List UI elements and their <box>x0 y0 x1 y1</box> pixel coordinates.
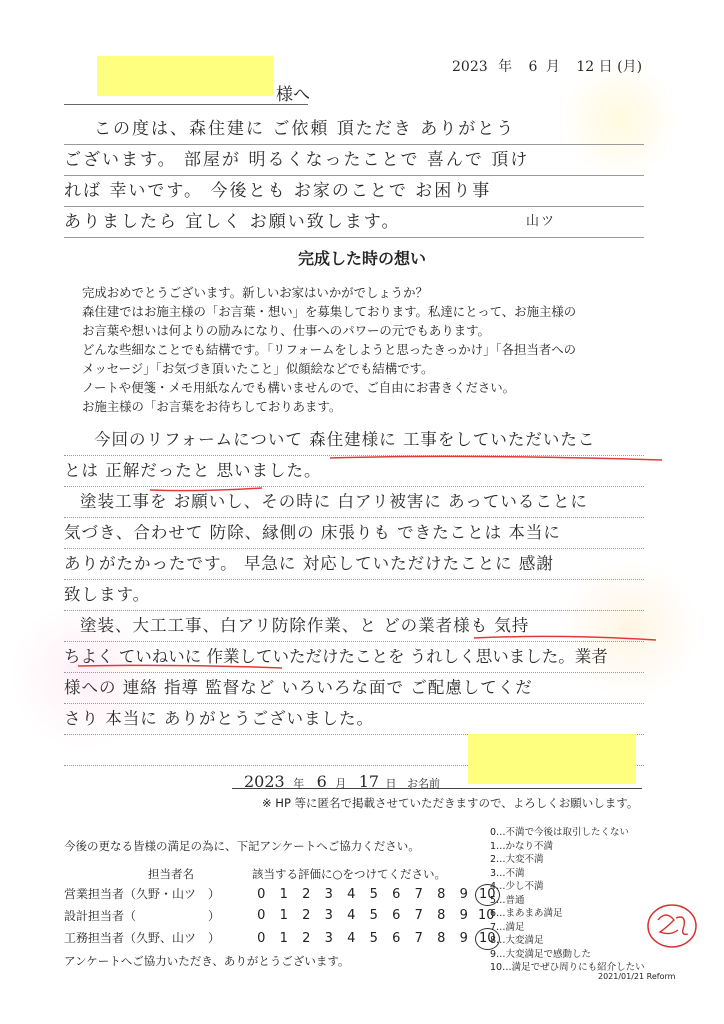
legend-item: 1…かなり不満 <box>490 840 554 852</box>
customer-message-line: さり 本当に ありがとうございました。 <box>64 704 644 735</box>
rating-option[interactable]: 7 <box>414 887 423 902</box>
header-month-label: 月 <box>545 59 560 75</box>
rating-option-selected[interactable]: 10 <box>475 884 500 906</box>
survey-staff-name: 久野、山ツ <box>136 931 197 945</box>
legend-item: 7…満足 <box>490 921 525 933</box>
signature-month: 6 <box>316 772 327 791</box>
rating-option[interactable]: 5 <box>369 908 378 923</box>
signature-year-label: 年 <box>293 777 305 790</box>
survey-row-design <box>64 906 495 926</box>
customer-message-line: ありがたかったです。 早急に 対応していただけたことに 感謝 <box>64 549 644 580</box>
rating-option[interactable]: 3 <box>324 931 333 946</box>
rating-option[interactable]: 10 <box>477 908 495 923</box>
header-year: 2023 <box>452 59 488 75</box>
form-code: 2021/01/21 Reform <box>598 972 676 981</box>
customer-message-line: 塗装工事を お願いし、その時に 白アリ被害に あっていることに <box>64 487 644 518</box>
legend-item: 10…満足でぜひ周りにも紹介したい <box>490 962 645 973</box>
signature-day-label: 日 <box>385 777 397 790</box>
survey-role-close: ） <box>208 931 221 945</box>
rating-option[interactable]: 5 <box>369 887 378 902</box>
signature-underline <box>232 788 642 789</box>
rating-option[interactable]: 2 <box>302 887 311 902</box>
signature-month-label: 月 <box>335 777 347 790</box>
legend-item: 9…大変満足で感動した <box>490 948 592 960</box>
rating-option[interactable]: 8 <box>437 931 446 946</box>
rating-option[interactable]: 2 <box>302 931 311 946</box>
survey-staff-name: 久野・山ツ <box>136 887 197 901</box>
survey-role: 設計担当者（ <box>64 909 137 923</box>
survey-row-construction <box>64 928 496 948</box>
privacy-note: ※ HP 等に匿名で掲載させていただきますので、よろしくお願いします。 <box>262 796 639 810</box>
survey-intro: 今後の更なる皆様の満足の為に、下記アンケートへご協力ください。 <box>64 839 420 853</box>
red-stamp-icon <box>644 900 700 952</box>
legend-item: 6…まあまあ満足 <box>490 908 563 919</box>
addressee-suffix: 様へ <box>276 85 310 105</box>
customer-message-line: 塗装、大工工事、白アリ防除作業、と どの業者様も 気持 <box>64 611 644 642</box>
signature-year: 2023 <box>244 772 285 791</box>
rating-option[interactable]: 4 <box>347 931 356 946</box>
red-underline <box>78 665 282 668</box>
legend-item: 5…普通 <box>490 894 525 906</box>
rating-option[interactable]: 6 <box>392 931 401 946</box>
customer-message-line: ちよく ていねいに 作業していただけたことを うれしく思いました。業者 <box>64 642 644 673</box>
intro-line: お言葉や想いは何よりの励みになり、仕事へのパワーの元でもあります。 <box>82 323 490 338</box>
survey-col-staff: 担当者名 <box>148 867 194 881</box>
staff-message-line: ございます。 部屋が 明るくなったことで 喜んで 頂け <box>64 145 644 176</box>
rating-option[interactable]: 1 <box>279 887 288 902</box>
header-month: 6 <box>528 59 538 75</box>
signature-day: 17 <box>358 772 380 791</box>
rating-option[interactable]: 8 <box>437 908 446 923</box>
rating-option[interactable]: 9 <box>459 887 468 902</box>
intro-line: お施主様の「お言葉をお待ちしておりあます。 <box>82 399 342 414</box>
rating-option[interactable]: 0 <box>257 887 266 902</box>
rating-option[interactable]: 4 <box>347 908 356 923</box>
rating-option[interactable]: 9 <box>459 908 468 923</box>
header-year-label: 年 <box>498 59 513 75</box>
name-label: お名前 <box>406 777 440 790</box>
customer-message-line: 致します。 <box>64 580 644 611</box>
survey-role: 営業担当者（ <box>64 887 137 901</box>
legend-item: 8…大変満足 <box>490 935 544 946</box>
customer-message-line: とは 正解だったと 思いました。 <box>64 456 644 487</box>
rating-option[interactable]: 3 <box>324 887 333 902</box>
rating-option[interactable]: 7 <box>414 908 423 923</box>
rating-option[interactable]: 7 <box>414 931 423 946</box>
legend-item: 3…不満 <box>490 867 525 879</box>
staff-message-last-line: ありましたら 宜しく お願い致します。 <box>64 212 401 232</box>
survey-thanks: アンケートへご協力いただき、ありがとうございます。 <box>64 954 350 968</box>
intro-line: ノートや便箋・メモ用紙なんでも構いませんので、ご自由にお書きください。 <box>82 380 516 395</box>
rating-scale <box>250 884 500 906</box>
red-underline <box>150 488 262 491</box>
customer-message-line: 今回のリフォームについて 森住建様に 工事をしていただいたこ <box>64 425 644 456</box>
survey-role-close: ） <box>208 887 221 901</box>
rating-option[interactable]: 0 <box>257 931 266 946</box>
rating-option[interactable]: 6 <box>392 908 401 923</box>
staff-message-line: れば 幸いです。 今後とも お家のことで お困り事 <box>64 176 644 207</box>
survey-role-close: ） <box>208 909 221 923</box>
rating-option[interactable]: 8 <box>437 887 446 902</box>
customer-message-line: 様への 連絡 指導 監督など いろいろな面で ご配慮してくだ <box>64 673 644 704</box>
customer-message-line: 気づき、合わせて 防除、縁側の 床張りも できたことは 本当に <box>64 518 644 549</box>
rating-option-selected[interactable]: 10 <box>475 928 500 950</box>
rating-option[interactable]: 0 <box>257 908 266 923</box>
rating-legend <box>490 826 645 975</box>
red-underline <box>474 636 656 640</box>
intro-line: どんな些細なことでも結構です。「リフォームをしようと思ったきっかけ」「各担当者への <box>82 342 577 357</box>
survey-row-sales <box>64 884 496 904</box>
header-weekday: (月) <box>617 59 643 75</box>
rating-option[interactable]: 2 <box>302 908 311 923</box>
rating-option[interactable]: 3 <box>324 908 333 923</box>
rating-scale <box>250 928 500 950</box>
survey-col-rating: 該当する評価に○をつけてください。 <box>252 867 447 881</box>
intro-line: 完成おめでとうございます。新しいお家はいかがでしょうか？ <box>82 285 428 300</box>
rating-option[interactable]: 1 <box>279 908 288 923</box>
customer-name-redacted <box>468 734 636 784</box>
intro-line: メッセージ」「お気づき頂いたこと」似顔絵などでも結構です。 <box>82 361 434 376</box>
rating-option[interactable]: 4 <box>347 887 356 902</box>
legend-item: 4…少し不満 <box>490 881 544 892</box>
rating-option[interactable]: 6 <box>392 887 401 902</box>
staff-signature: 山ツ <box>526 214 557 229</box>
rating-option[interactable]: 9 <box>459 931 468 946</box>
legend-item: 0…不満で今後は取引したくない <box>490 827 630 838</box>
staff-message-line: この度は、森住建に ご依頼 頂ただき ありがとう <box>64 114 644 145</box>
section-title: 完成した時の想い <box>297 249 426 268</box>
red-underline <box>330 456 662 460</box>
rating-scale <box>250 906 498 926</box>
header-day-label: 日 <box>598 59 613 75</box>
rating-option[interactable]: 1 <box>279 931 288 946</box>
intro-line: 森住建ではお施主様の「お言葉・想い」を募集しております。私達にとって、お施主様の <box>82 304 577 319</box>
header-day: 12 <box>576 59 595 75</box>
survey-role: 工務担当者（ <box>64 931 137 945</box>
legend-item: 2…大変不満 <box>490 854 544 865</box>
rating-option[interactable]: 5 <box>369 931 378 946</box>
